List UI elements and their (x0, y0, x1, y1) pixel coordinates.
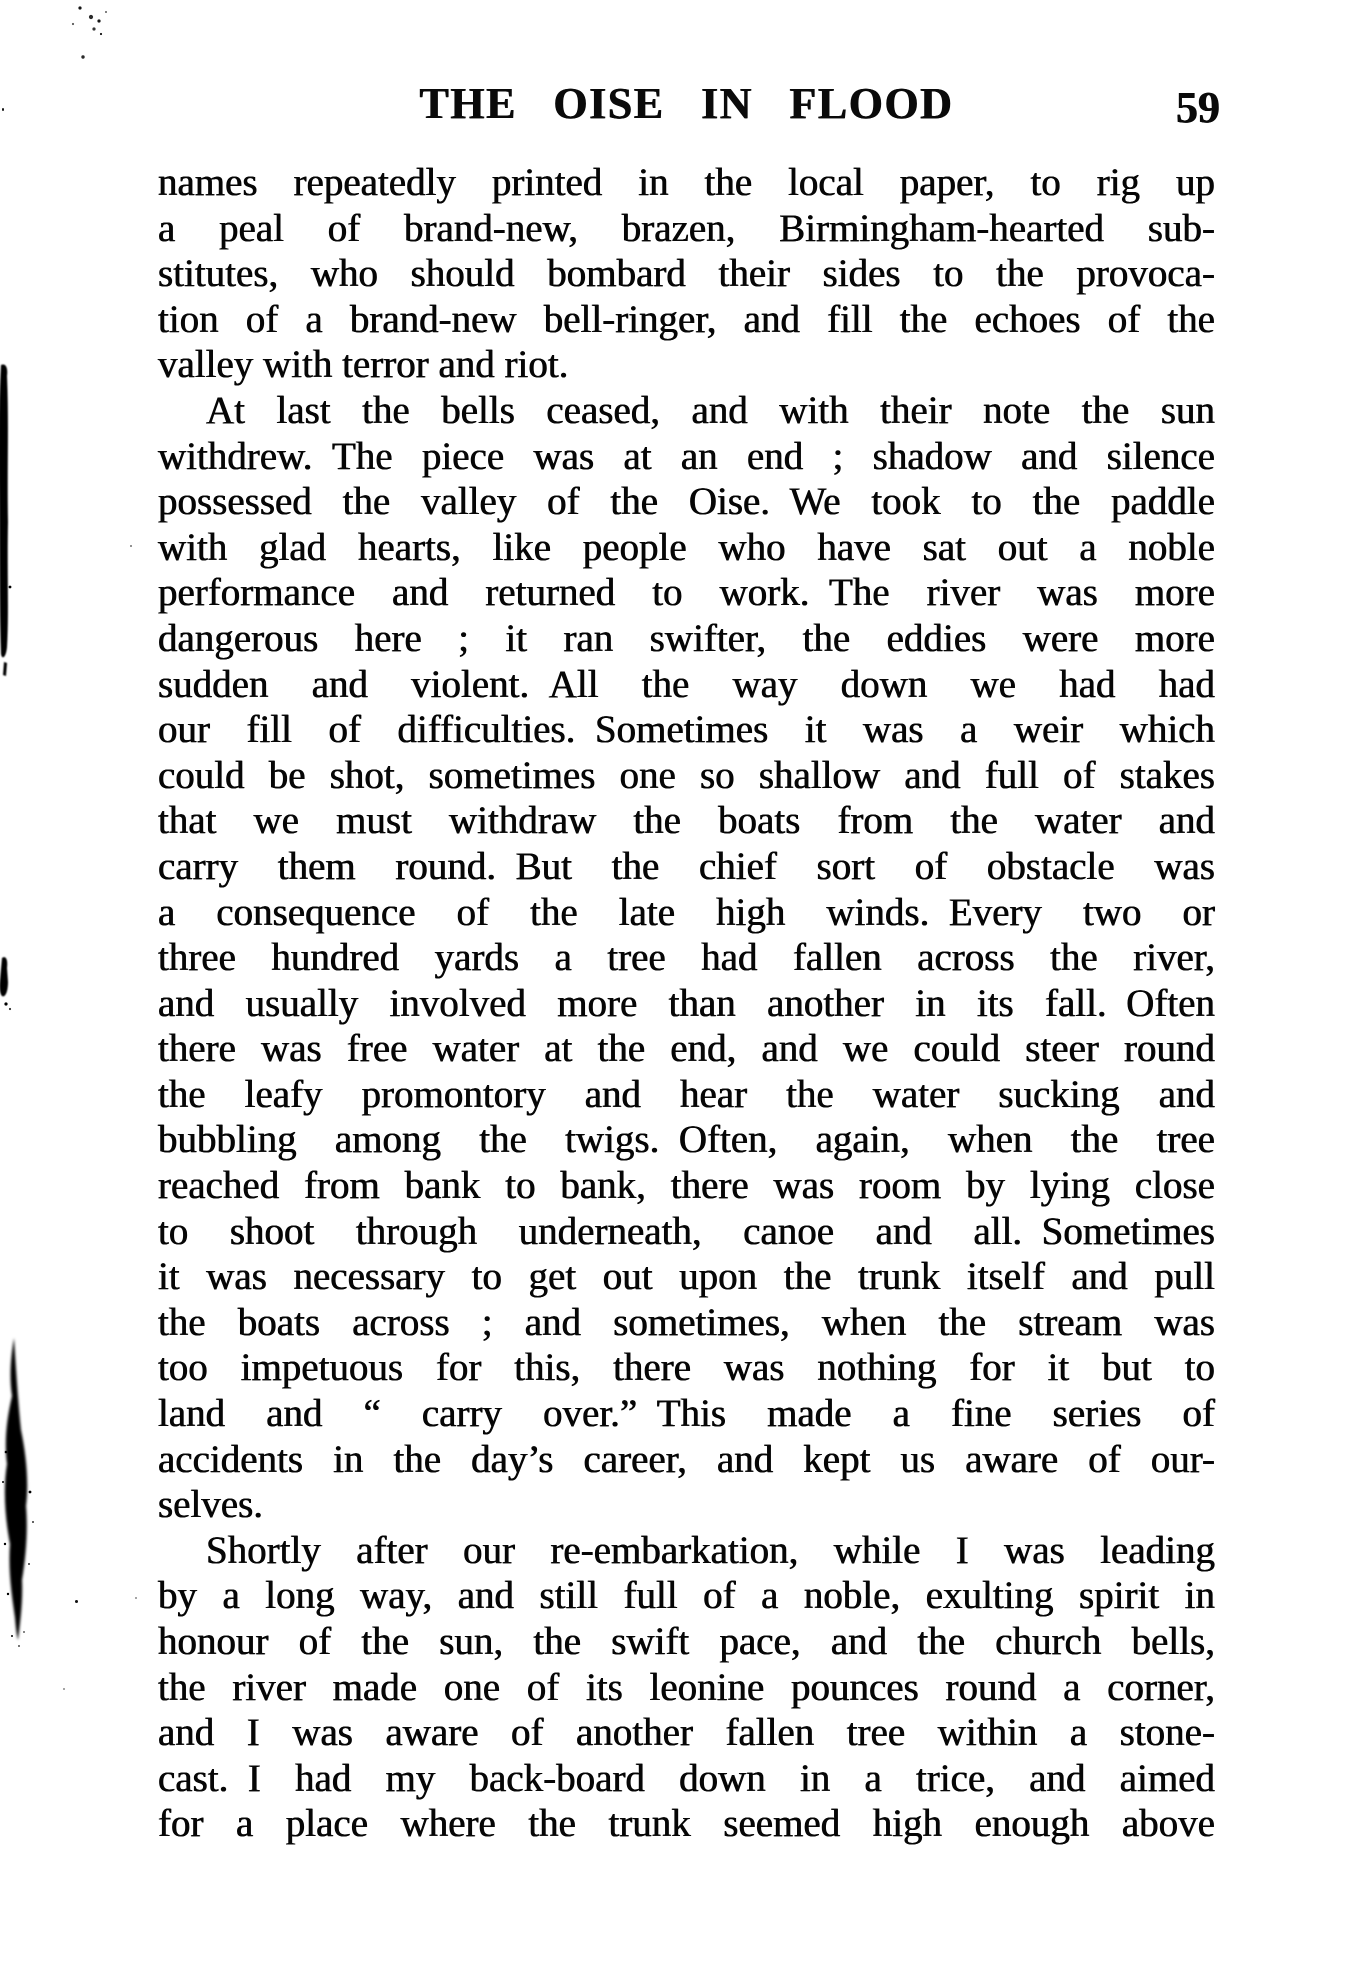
text-line: names repeatedly printed in the local paper, to rig up (158, 161, 1215, 204)
text-line: to shoot through underneath, canoe and all. Sometimes (158, 1209, 1215, 1253)
text-line: a consequence of the late high winds. Every two or (158, 890, 1215, 934)
text-line: bubbling among the twigs. Often, again, when the tree (158, 1118, 1215, 1162)
text-line: accidents in the day’s career, and kept us aware of our- (158, 1437, 1215, 1481)
ink-streak-upper (0, 362, 16, 682)
text-line: carry them round. But the chief sort of obstacle was (158, 844, 1215, 888)
ink-smudge-large (0, 1332, 44, 1654)
text-line: and usually involved more than another in its fall. Often (158, 981, 1215, 1025)
text-line: it was necessary to get out upon the trunk itself and pull (158, 1255, 1215, 1299)
text-line: that we must withdraw the boats from the water and (158, 799, 1215, 843)
text-line: Shortly after our re-embarkation, while I was leading (206, 1528, 1215, 1572)
text-line: the leafy promontory and hear the water sucking and (158, 1072, 1215, 1116)
text-line: reached from bank to bank, there was room by lying close (158, 1164, 1215, 1208)
text-line: dangerous here ; it ran swifter, the eddies were more (158, 616, 1215, 660)
text-line: valley with terror and riot. (158, 343, 569, 387)
body-text (158, 160, 1215, 1847)
text-line: honour of the sun, the swift pace, and the church bells, (158, 1620, 1215, 1663)
speckle (130, 545, 132, 547)
text-line: could be shot, sometimes one so shallow and full of stakes (158, 753, 1215, 797)
text-line: a peal of brand-new, brazen, Birmingham-hearted sub- (158, 206, 1215, 250)
text-line: cast. I had my back-board down in a trice, and aimed (158, 1756, 1215, 1800)
text-line: three hundred yards a tree had fallen across the river, (158, 936, 1215, 980)
text-line: for a place where the trunk seemed high enough above (158, 1802, 1215, 1846)
text-line: by a long way, and still full of a noble, exulting spirit in (158, 1574, 1215, 1618)
text-line: possessed the valley of the Oise. We took to the paddle (158, 480, 1215, 524)
text-line: tion of a brand-new bell-ringer, and fill the echoes of the (158, 297, 1215, 341)
page-number: 59 (1176, 83, 1220, 132)
text-line: stitutes, who should bombard their sides to the provoca- (158, 252, 1215, 296)
text-line: too impetuous for this, there was nothing for it but to (158, 1346, 1215, 1390)
text-line: and I was aware of another fallen tree within a stone- (158, 1711, 1215, 1755)
text-line: our fill of difficulties. Sometimes it was a weir which (158, 708, 1215, 752)
text-line: land and “ carry over.” This made a fine series of (158, 1392, 1215, 1436)
text-line: with glad hearts, like people who have sat out a noble (158, 525, 1215, 569)
speckle (135, 1597, 137, 1599)
text-line: the boats across ; and sometimes, when the stream was (158, 1300, 1215, 1344)
chapter-title: THE OISE IN FLOOD (419, 79, 954, 128)
text-line: selves. (158, 1483, 264, 1527)
text-line: performance and returned to work. The river was more (158, 571, 1215, 615)
ink-streak-mid (0, 952, 16, 1014)
text-line: sudden and violent. All the way down we had had (158, 662, 1215, 706)
speckle (2, 108, 4, 111)
text-line: there was free water at the end, and we could steer round (158, 1027, 1215, 1071)
speckle (63, 1688, 65, 1690)
text-line: At last the bells ceased, and with their note the sun (206, 388, 1215, 432)
text-line: withdrew. The piece was at an end ; shadow and silence (158, 434, 1215, 478)
speckle (75, 1600, 78, 1603)
text-line: the river made one of its leonine pounces round a corner, (158, 1665, 1215, 1709)
speckle-cluster-top-left (60, 0, 130, 75)
